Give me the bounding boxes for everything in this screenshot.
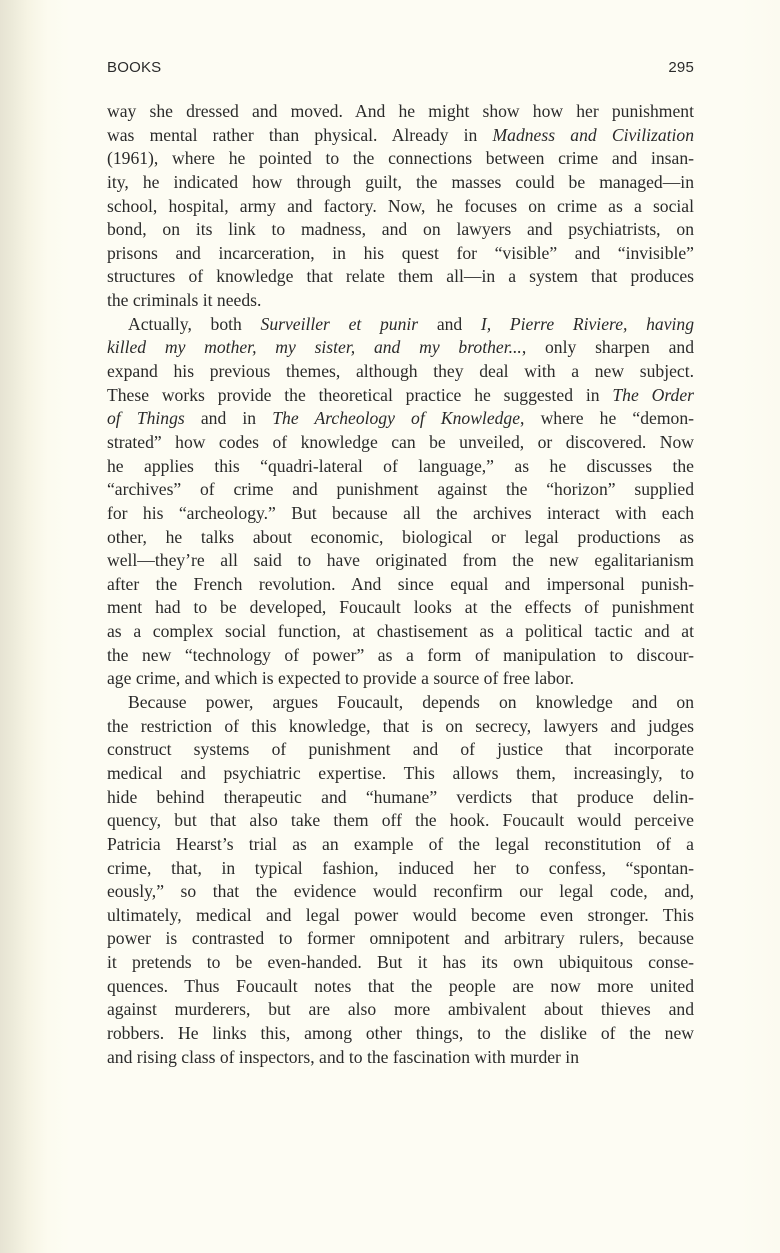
text-run: school, hospital, army and factory. Now, he focuses on crime as a social bbox=[107, 195, 694, 216]
text-line bbox=[107, 880, 694, 904]
italic-title: I, Pierre Riviere, having bbox=[480, 313, 694, 334]
text-line bbox=[107, 762, 694, 786]
text-line bbox=[107, 313, 694, 337]
paragraph-3 bbox=[107, 691, 694, 1069]
text-run: prisons and incarceration, in his quest for “visible” and “invisible” bbox=[107, 242, 694, 263]
italic-title: Madness and Civilization bbox=[492, 124, 694, 145]
paragraph-1 bbox=[107, 100, 694, 313]
text-run: it pretends to be even-handed. But it has its own ubiquitous conse- bbox=[107, 952, 694, 973]
text-run: as a complex social function, at chastisement as a political tactic and at bbox=[107, 621, 694, 642]
text-run: structures of knowledge that relate them all—in a system that produces bbox=[107, 266, 694, 287]
paragraph-2 bbox=[107, 313, 694, 691]
text-line bbox=[107, 786, 694, 810]
text-run: (1961), where he pointed to the connections between crime and insan- bbox=[107, 148, 694, 169]
text-run: eously,” so that the evidence would reconfirm our legal code, and, bbox=[107, 881, 694, 902]
text-run: ity, he indicated how through guilt, the masses could be managed—in bbox=[107, 171, 694, 192]
text-line bbox=[107, 809, 694, 833]
italic-title: The Order bbox=[612, 384, 694, 405]
text-run: expand his previous themes, although they deal with a new subject. bbox=[107, 361, 694, 382]
text-run: Because power, argues Foucault, depends on knowledge and on bbox=[128, 692, 694, 713]
text-line bbox=[107, 171, 694, 195]
text-run: against murderers, but are also more ambivalent about thieves and bbox=[107, 999, 694, 1020]
text-run: construct systems of punishment and of justice that incorporate bbox=[107, 739, 694, 760]
italic-title: The Archeology of Knowledge bbox=[272, 408, 521, 429]
text-line bbox=[107, 857, 694, 881]
text-run: the criminals it needs. bbox=[107, 290, 262, 311]
italic-title: killed my mother, my sister, and my brother... bbox=[107, 337, 522, 358]
text-line bbox=[107, 715, 694, 739]
text-line bbox=[107, 998, 694, 1022]
text-line bbox=[107, 573, 694, 597]
text-line bbox=[107, 195, 694, 219]
text-run: the new “technology of power” as a form of manipulation to discour- bbox=[107, 644, 694, 665]
text-line bbox=[107, 526, 694, 550]
text-run: bond, on its link to madness, and on lawyers and psychiatrists, on bbox=[107, 219, 694, 240]
text-line bbox=[107, 1022, 694, 1046]
text-line bbox=[107, 384, 694, 408]
text-line bbox=[107, 904, 694, 928]
text-run: and in bbox=[184, 408, 273, 429]
text-run: strated” how codes of knowledge can be unveiled, or discovered. Now bbox=[107, 431, 694, 452]
text-line bbox=[107, 975, 694, 999]
text-line bbox=[107, 265, 694, 289]
text-run: other, he talks about economic, biological or legal productions as bbox=[107, 526, 694, 547]
text-line bbox=[107, 951, 694, 975]
text-line bbox=[107, 100, 694, 124]
text-run: ment had to be developed, Foucault looks at the effects of punishment bbox=[107, 597, 694, 618]
text-line bbox=[107, 549, 694, 573]
text-line bbox=[107, 667, 694, 691]
text-run: medical and psychiatric expertise. This allows them, increasingly, to bbox=[107, 762, 694, 783]
text-run: Patricia Hearst’s trial as an example of the legal reconstitution of a bbox=[107, 833, 694, 854]
text-line bbox=[107, 289, 694, 313]
text-line bbox=[107, 691, 694, 715]
text-run: for his “archeology.” But because all the archives interact with each bbox=[107, 502, 694, 523]
text-run: power is contrasted to former omnipotent and arbitrary rulers, because bbox=[107, 928, 694, 949]
text-run: was mental rather than physical. Already in bbox=[107, 124, 493, 145]
text-run: he applies this “quadri-lateral of language,” as he discusses the bbox=[107, 455, 694, 476]
text-line bbox=[107, 242, 694, 266]
text-line bbox=[107, 336, 694, 360]
text-run: way she dressed and moved. And he might show how her punishment bbox=[107, 101, 694, 121]
text-line bbox=[107, 455, 694, 479]
italic-title: Surveiller et punir bbox=[260, 313, 419, 334]
text-line bbox=[107, 927, 694, 951]
text-run: , where he “demon- bbox=[520, 408, 694, 429]
text-line bbox=[107, 644, 694, 668]
text-line bbox=[107, 478, 694, 502]
text-line bbox=[107, 360, 694, 384]
text-line bbox=[107, 218, 694, 242]
text-line bbox=[107, 407, 694, 431]
text-line bbox=[107, 431, 694, 455]
text-line bbox=[107, 147, 694, 171]
text-run: Actually, both bbox=[128, 313, 261, 334]
italic-title: of Things bbox=[107, 408, 185, 429]
text-run: hide behind therapeutic and “humane” verdicts that produce delin- bbox=[107, 786, 694, 807]
text-run: after the French revolution. And since equal and impersonal punish- bbox=[107, 573, 694, 594]
body-text bbox=[107, 100, 694, 1069]
text-run: well—they’re all said to have originated from the new egalitarianism bbox=[107, 550, 694, 571]
text-line bbox=[107, 620, 694, 644]
text-run: age crime, and which is expected to provide a source of free labor. bbox=[107, 668, 575, 689]
page-number: 295 bbox=[668, 59, 694, 76]
text-run: crime, that, in typical fashion, induced her to confess, “spontan- bbox=[107, 857, 694, 878]
section-title: BOOKS bbox=[107, 59, 162, 76]
text-line bbox=[107, 833, 694, 857]
text-line bbox=[107, 738, 694, 762]
text-run: quency, but that also take them off the hook. Foucault would perceive bbox=[107, 810, 694, 831]
text-line bbox=[107, 502, 694, 526]
text-run: These works provide the theoretical practice he suggested in bbox=[107, 384, 613, 405]
text-run: “archives” of crime and punishment against the “horizon” supplied bbox=[107, 479, 694, 500]
text-line bbox=[107, 1046, 694, 1070]
running-head bbox=[107, 59, 694, 81]
text-line bbox=[107, 596, 694, 620]
text-run: robbers. He links this, among other things, to the dislike of the new bbox=[107, 1022, 694, 1043]
text-run: and rising class of inspectors, and to the fascination with murder in bbox=[107, 1046, 579, 1067]
text-line bbox=[107, 124, 694, 148]
text-run: , only sharpen and bbox=[521, 337, 694, 358]
text-run: the restriction of this knowledge, that is on secrecy, lawyers and judges bbox=[107, 715, 694, 736]
text-run: and bbox=[418, 313, 481, 334]
text-run: ultimately, medical and legal power would become even stronger. This bbox=[107, 904, 694, 925]
text-run: quences. Thus Foucault notes that the people are now more united bbox=[107, 975, 694, 996]
